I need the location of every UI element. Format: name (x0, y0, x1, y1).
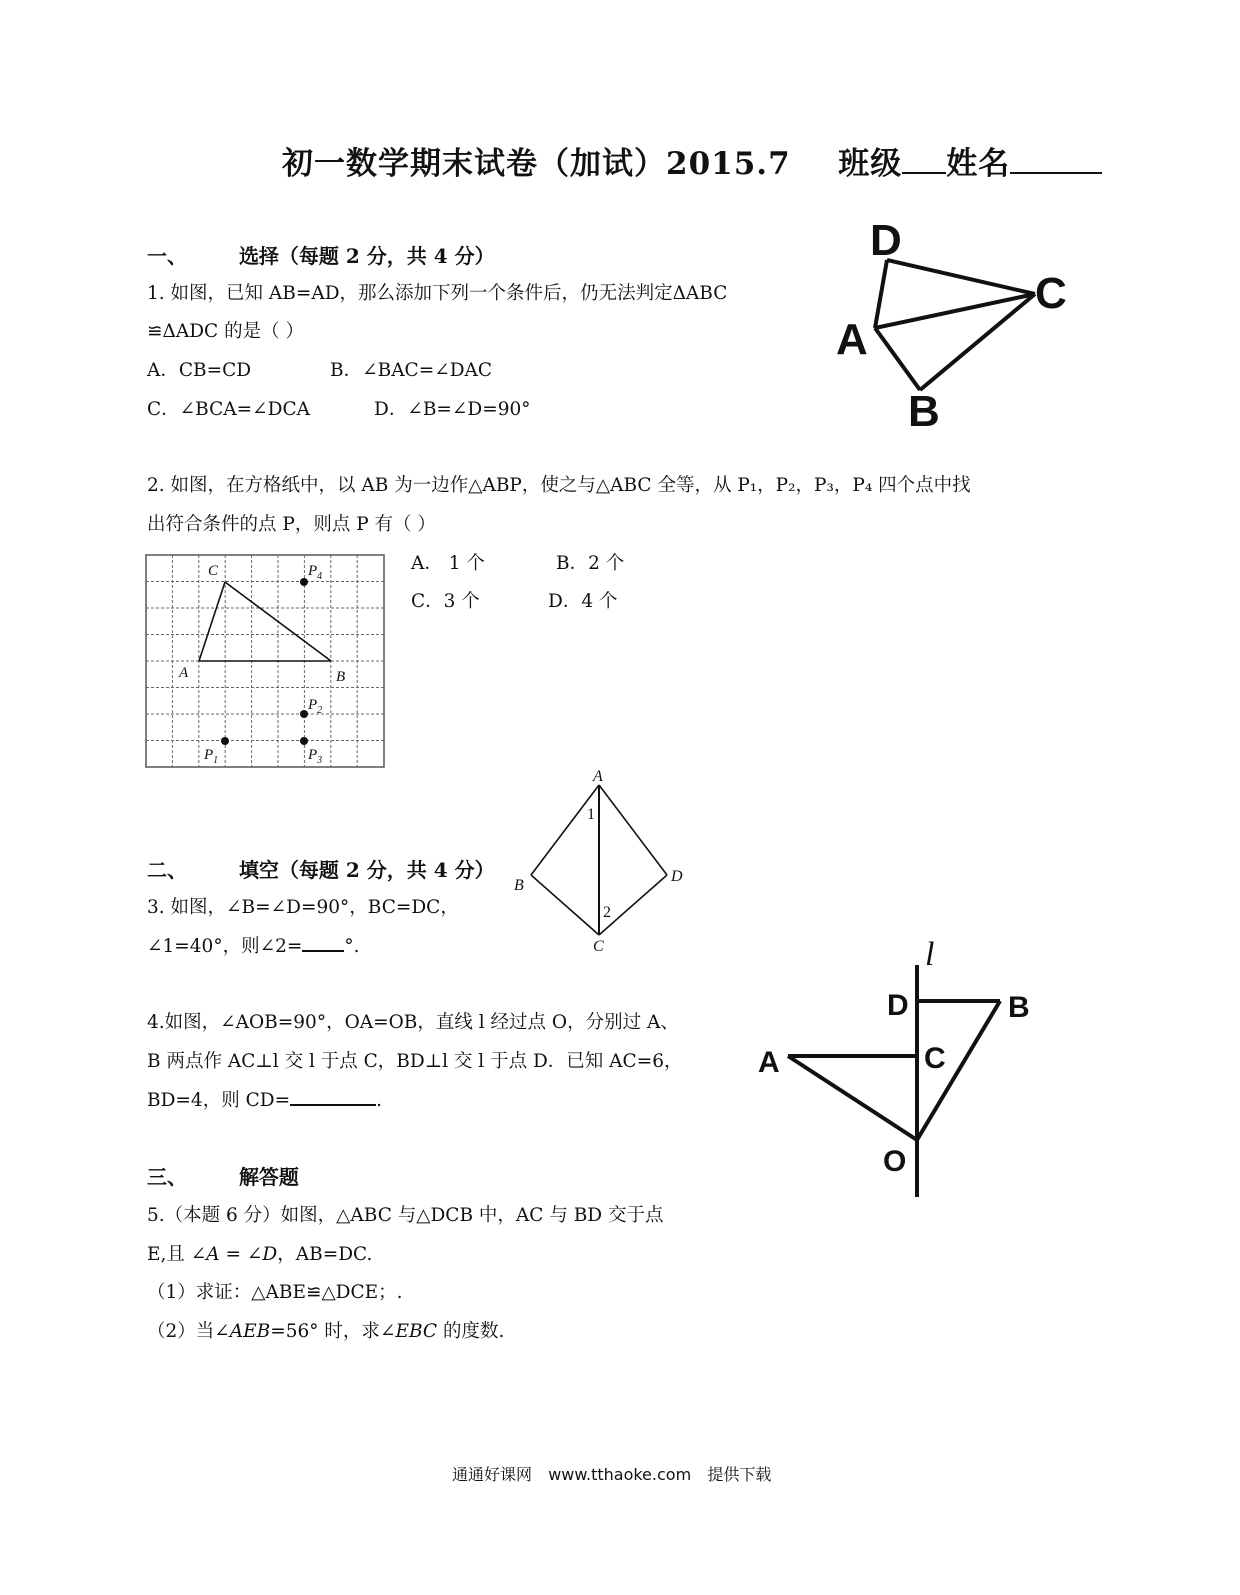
q2-option-b: B．2 个 (556, 553, 625, 574)
q5-line2 (147, 1240, 372, 1266)
section-2-number: 二、 (147, 858, 187, 882)
q2-grid-figure (146, 555, 386, 770)
q4-line2: B 两点作 AC⊥l 交 l 于点 C，BD⊥l 交 l 于点 D．已知 AC=6， (147, 1051, 683, 1072)
q1-label-c: C (1035, 269, 1067, 318)
q2-label-p1: $P_1$ (204, 747, 219, 766)
q4-line1: 4.如图，∠AOB=90°，OA=OB，直线 l 经过点 O，分别过 A、 (147, 1012, 679, 1033)
class-blank[interactable] (902, 172, 946, 174)
page-title (282, 138, 1102, 183)
q5-part2-middle: =56° 时，求 (270, 1321, 380, 1342)
q1-edge-dc (887, 260, 1035, 294)
q2-option-c: C．3 个 (411, 591, 480, 612)
footer-site-name: 通通好课网 (452, 1465, 533, 1484)
section-2-heading (147, 854, 495, 883)
section-1-title: 选择（每题 2 分，共 4 分） (238, 244, 495, 268)
q3-line2-text: ∠1=40°，则∠2= (147, 936, 303, 957)
q3-edge-ab (531, 785, 599, 875)
q1-option-a: A．CB=CD (147, 360, 252, 381)
q3-label-c: C (593, 938, 604, 955)
q4-figure (750, 935, 1070, 1205)
section-3-heading (147, 1161, 299, 1190)
page-footer (452, 1462, 771, 1485)
q1-option-c: C．∠BCA=∠DCA (147, 399, 310, 420)
footer-url-link[interactable]: www.tthaoke.com (548, 1465, 692, 1484)
q4-line3-text: BD=4，则 CD= (147, 1090, 291, 1111)
q4-line3-end: . (376, 1090, 382, 1111)
q4-label-o: O (883, 1145, 907, 1178)
q5-part1: （1）求证：△ABE≌△DCE；. (147, 1282, 403, 1303)
q3-edge-ad (599, 785, 667, 875)
q3-angle-1-label: 1 (587, 806, 595, 823)
class-label: 班级 (838, 146, 903, 182)
q4-label-c: C (924, 1042, 946, 1075)
q5-line2-end: ，AB=DC. (277, 1244, 373, 1265)
q2-point-p3 (300, 737, 308, 745)
q1-line2: ≌ΔADC 的是（ ） (147, 321, 304, 342)
q5-angle-equation: ∠A = ∠D (190, 1244, 278, 1265)
exam-title: 初一数学期末试卷（加试）2015.7 (282, 146, 791, 182)
q5-line1: 5.（本题 6 分）如图，△ABC 与△DCB 中，AC 与 BD 交于点 (147, 1205, 664, 1226)
q4-label-l: l (925, 936, 935, 973)
q3-label-d: D (671, 868, 683, 885)
q1-edge-ac (875, 294, 1035, 328)
section-2-title: 填空（每题 2 分，共 4 分） (238, 858, 495, 882)
q2-label-b: B (336, 669, 346, 685)
q1-option-b: B．∠BAC=∠DAC (330, 360, 493, 381)
q1-figure (830, 210, 1090, 440)
q3-angle-2-label: 2 (603, 904, 611, 921)
q5-line2-text: E,且 (147, 1244, 185, 1265)
q1-label-b: B (908, 387, 940, 436)
q4-edge-ao (788, 1056, 917, 1140)
q2-option-d: D．4 个 (548, 591, 618, 612)
q4-line3 (147, 1086, 382, 1112)
q2-point-p1 (221, 737, 229, 745)
q3-line2 (147, 932, 359, 958)
footer-download-text: 提供下载 (707, 1465, 772, 1484)
q3-figure (505, 765, 705, 955)
q5-part2-text: （2）当 (147, 1321, 215, 1342)
q3-edge-bc (531, 875, 599, 935)
q1-edge-bc (920, 294, 1035, 390)
q2-point-p2 (300, 710, 308, 718)
q2-line1: 2. 如图，在方格纸中，以 AB 为一边作△ABP，使之与△ABC 全等，从 P₁，P₂，P₃，P₄ 四个点中找 (147, 475, 971, 496)
q2-edge-ac (199, 582, 225, 661)
q2-label-a: A (179, 665, 189, 681)
q4-label-d: D (887, 989, 909, 1022)
q5-angle-aeb: ∠AEB (214, 1321, 271, 1342)
section-3-title: 解答题 (238, 1165, 299, 1189)
q3-label-a: A (593, 768, 603, 785)
q2-edge-cb (225, 582, 331, 661)
q1-edge-ab (875, 328, 920, 390)
q2-label-p2: $P_2$ (308, 697, 323, 716)
q3-line1: 3. 如图，∠B=∠D=90°，BC=DC， (147, 897, 459, 918)
q4-answer-blank[interactable] (290, 1104, 376, 1106)
q4-label-a: A (758, 1046, 780, 1079)
name-label: 姓名 (946, 146, 1011, 182)
name-blank[interactable] (1010, 172, 1102, 174)
q3-answer-blank[interactable] (302, 950, 344, 952)
q1-edge-ad (875, 260, 887, 328)
q1-label-a: A (836, 315, 868, 364)
q2-label-p3: $P_3$ (308, 747, 323, 766)
q1-line1: 1. 如图，已知 AB=AD，那么添加下列一个条件后，仍无法判定ΔABC (147, 283, 728, 304)
q3-line2-end: °. (344, 936, 360, 957)
q1-option-d: D．∠B=∠D=90° (374, 399, 531, 420)
q5-part2-end: 的度数. (442, 1321, 505, 1342)
q4-label-b: B (1008, 991, 1030, 1024)
q2-point-p4 (300, 578, 308, 586)
q5-angle-ebc: ∠EBC (379, 1321, 438, 1342)
q3-label-b: B (514, 877, 524, 894)
q2-option-a: A． 1 个 (411, 553, 485, 574)
section-1-number: 一、 (147, 244, 187, 268)
section-1-heading (147, 240, 495, 269)
section-3-number: 三、 (147, 1165, 187, 1189)
q2-line2: 出符合条件的点 P，则点 P 有（ ） (147, 514, 436, 535)
q2-label-p4: $P_4$ (308, 563, 323, 582)
q5-part2 (147, 1317, 504, 1343)
q1-label-d: D (870, 216, 902, 265)
q2-label-c: C (208, 563, 219, 579)
